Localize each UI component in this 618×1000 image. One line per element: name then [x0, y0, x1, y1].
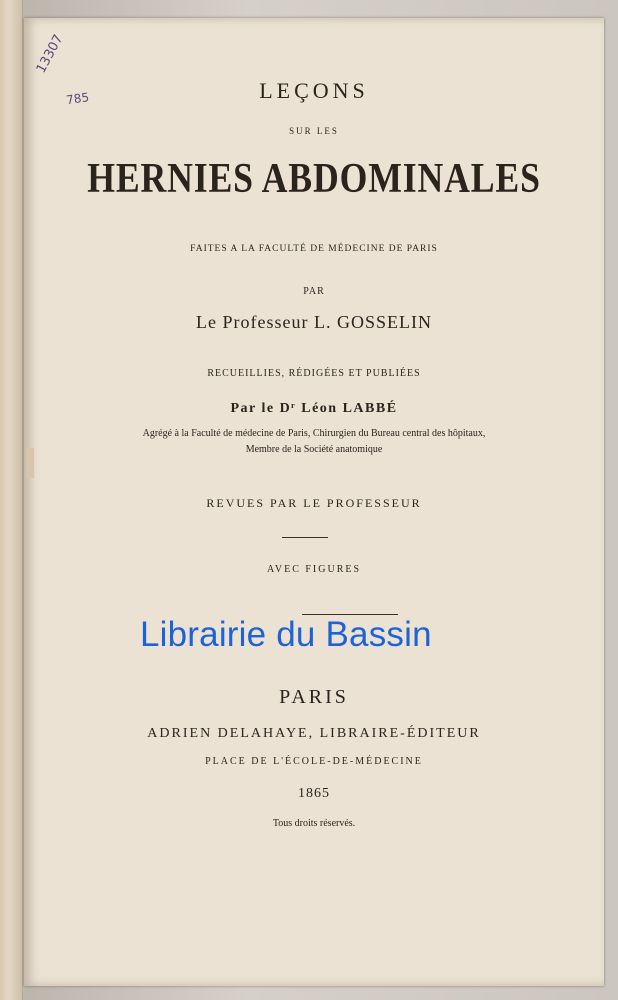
revised-note: REVUES PAR LE PROFESSEUR	[206, 496, 422, 510]
editor-credentials: Agrégé à la Faculté de médecine de Paris, Chirurgien du Bureau central des hôpitaux,	[142, 428, 486, 439]
svg-text:785: 785	[65, 90, 90, 108]
rights-notice: Tous droits réservés.	[272, 818, 356, 829]
editor-membership: Membre de la Société anatomique	[245, 444, 383, 455]
by-label: PAR	[303, 286, 325, 297]
bookseller-watermark: Librairie du Bassin	[140, 615, 432, 654]
subtitle-faculty: FAITES A LA FACULTÉ DE MÉDECINE DE PARIS	[190, 244, 438, 254]
compiled-label: RECUEILLIES, RÉDIGÉES ET PUBLIÉES	[207, 368, 421, 379]
title-lecons: LEÇONS	[259, 78, 369, 103]
book-spine-edge	[0, 0, 23, 1000]
svg-text:13307: 13307	[33, 32, 67, 76]
author-name: Le Professeur L. GOSSELIN	[196, 312, 432, 332]
imprint-year: 1865	[298, 786, 330, 801]
imprint-publisher: ADRIEN DELAHAYE, LIBRAIRE-ÉDITEUR	[147, 726, 481, 741]
divider-rule	[282, 537, 328, 538]
figures-note: AVEC FIGURES	[266, 564, 362, 575]
main-title: HERNIES ABDOMINALES	[87, 156, 541, 202]
title-page	[24, 18, 604, 986]
editor-name: Par le Dʳ Léon LABBÉ	[230, 401, 398, 416]
imprint-address: PLACE DE L'ÉCOLE-DE-MÉDECINE	[205, 756, 423, 767]
title-sur-les: SUR LES	[289, 126, 339, 136]
imprint-city: PARIS	[279, 686, 349, 708]
